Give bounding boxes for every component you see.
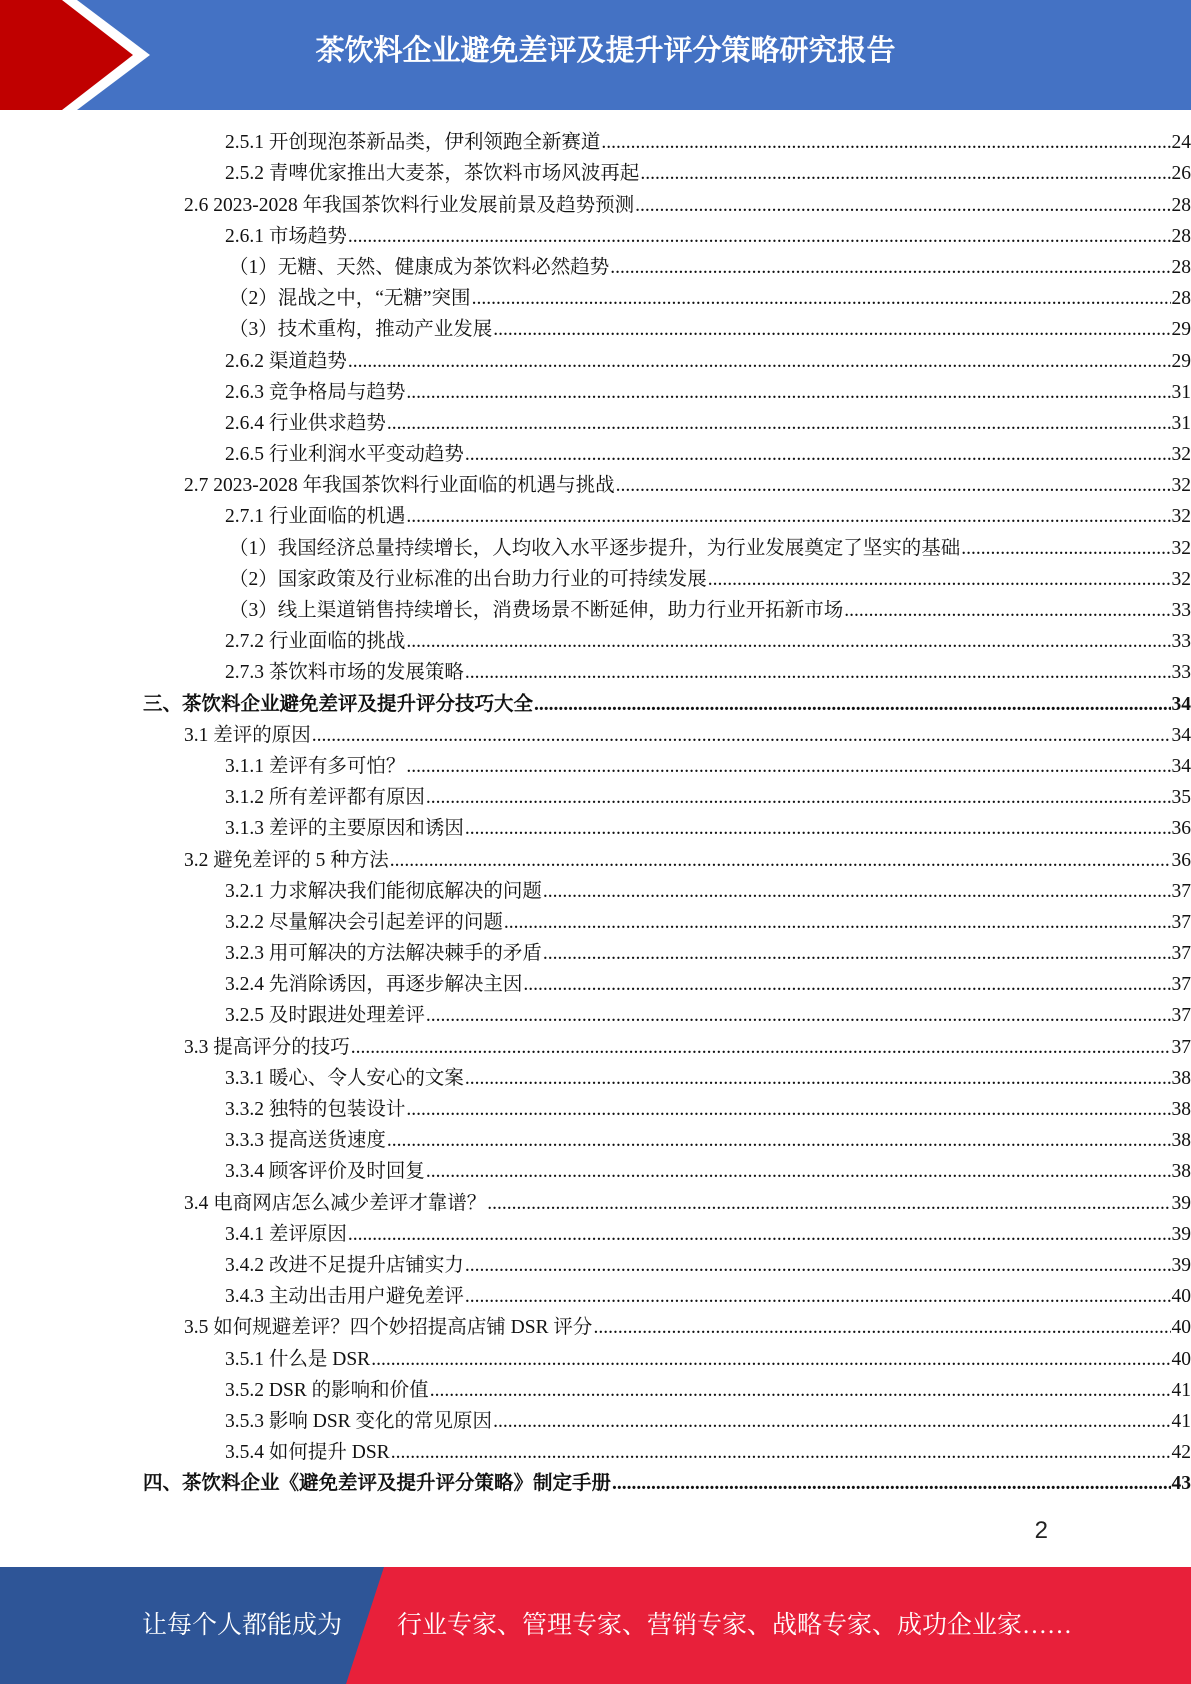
toc-dot-leader <box>406 631 1170 653</box>
toc-entry-title: 2.7.3 茶饮料市场的发展策略 <box>225 662 464 684</box>
toc-entry[interactable] <box>229 564 1191 595</box>
toc-entry-title: 3.4.2 改进不足提升店铺实力 <box>225 1254 464 1276</box>
toc-entry[interactable] <box>225 1000 1191 1031</box>
toc-entry-page: 36 <box>1171 849 1191 871</box>
toc-entry-title: 3.3.1 暖心、令人安心的文案 <box>225 1067 464 1089</box>
toc-entry[interactable] <box>225 501 1191 532</box>
toc-entry[interactable] <box>225 1219 1191 1250</box>
toc-entry-title: （3）线上渠道销售持续增长，消费场景不断延伸，助力行业开拓新市场 <box>229 600 844 621</box>
toc-entry-title: 四、茶饮料企业《避免差评及提升评分策略》制定手册 <box>143 1473 612 1495</box>
toc-entry[interactable] <box>225 1094 1191 1125</box>
toc-entry[interactable] <box>225 1343 1191 1374</box>
toc-entry[interactable] <box>229 252 1191 283</box>
toc-entry[interactable] <box>225 1437 1191 1468</box>
toc-entry[interactable] <box>225 158 1191 189</box>
toc-entry[interactable] <box>225 377 1191 408</box>
toc-entry[interactable] <box>225 907 1191 938</box>
toc-entry-title: 2.6.3 竞争格局与趋势 <box>225 381 406 403</box>
toc-entry[interactable] <box>229 532 1191 563</box>
toc-entry[interactable] <box>225 439 1191 470</box>
toc-entry-page: 31 <box>1171 412 1191 434</box>
toc-dot-leader <box>593 1317 1170 1339</box>
toc-entry[interactable] <box>143 688 1191 719</box>
toc-entry[interactable] <box>184 189 1191 220</box>
toc-entry[interactable] <box>184 844 1191 875</box>
toc-entry-title: 2.6 2023-2028 年我国茶饮料行业发展前景及趋势预测 <box>184 194 635 216</box>
toc-entry[interactable] <box>225 657 1191 688</box>
toc-entry[interactable] <box>225 751 1191 782</box>
toc-entry[interactable] <box>225 1281 1191 1312</box>
toc-entry-page: 24 <box>1171 132 1191 154</box>
toc-entry-title: 3.1 差评的原因 <box>184 724 311 746</box>
toc-entry-page: 42 <box>1171 1442 1191 1464</box>
toc-entry-page: 40 <box>1171 1348 1191 1370</box>
toc-dot-leader <box>543 943 1171 965</box>
toc-entry-title: 3.1.2 所有差评都有原因 <box>225 787 425 809</box>
toc-dot-leader <box>465 1255 1171 1277</box>
footer-band <box>0 1567 1191 1684</box>
toc-entry-page: 39 <box>1171 1254 1191 1276</box>
toc-entry[interactable] <box>225 127 1191 158</box>
toc-dot-leader <box>640 163 1170 185</box>
toc-entry[interactable] <box>184 1187 1191 1218</box>
toc-entry-page: 37 <box>1171 1005 1191 1027</box>
toc-entry-title: （2）国家政策及行业标准的出台助力行业的可持续发展 <box>229 568 707 590</box>
toc-dot-leader <box>534 694 1170 716</box>
toc-entry-page: 34 <box>1171 693 1191 715</box>
toc-entry[interactable] <box>225 221 1191 252</box>
toc-dot-leader <box>371 1349 1170 1371</box>
toc-entry-page: 28 <box>1171 225 1191 247</box>
toc-entry-page: 38 <box>1171 1067 1191 1089</box>
footer-slogan-left: 让每个人都能成为 <box>142 1612 343 1639</box>
toc-dot-leader <box>426 1161 1171 1183</box>
toc-entry-page: 31 <box>1171 381 1191 403</box>
toc-entry[interactable] <box>229 283 1191 314</box>
page-number: 2 <box>1034 1517 1048 1544</box>
toc-dot-leader <box>844 600 1170 622</box>
toc-entry[interactable] <box>225 1406 1191 1437</box>
toc-entry-page: 28 <box>1171 256 1191 278</box>
toc-entry-page: 28 <box>1171 288 1191 310</box>
toc-entry-title: 3.2.4 先消除诱因，再逐步解决主因 <box>225 974 523 996</box>
toc-dot-leader <box>523 974 1170 996</box>
toc-entry[interactable] <box>229 595 1191 626</box>
toc-entry-page: 37 <box>1171 1036 1191 1058</box>
header-band <box>0 0 1191 110</box>
toc-entry-title: 三、茶饮料企业避免差评及提升评分技巧大全 <box>143 693 534 715</box>
toc-entry-page: 43 <box>1171 1473 1191 1495</box>
toc-entry-page: 32 <box>1171 475 1191 497</box>
toc-entry-title: 3.1.1 差评有多可怕？ <box>225 755 406 777</box>
toc-entry-title: 3.2 避免差评的 5 种方法 <box>184 849 389 871</box>
toc-entry-title: 3.1.3 差评的主要原因和诱因 <box>225 818 464 840</box>
toc-dot-leader <box>391 1442 1171 1464</box>
toc-entry-page: 38 <box>1171 1130 1191 1152</box>
toc-entry-page: 37 <box>1171 974 1191 996</box>
footer-slogan-right: 行业专家、管理专家、营销专家、战略专家、成功企业家…… <box>397 1612 1073 1639</box>
toc-dot-leader <box>406 382 1170 404</box>
toc-dot-leader <box>961 538 1170 560</box>
toc-entry[interactable] <box>184 1031 1191 1062</box>
toc-dot-leader <box>504 912 1171 934</box>
toc-dot-leader <box>406 506 1170 528</box>
toc-entry-page: 41 <box>1171 1410 1191 1432</box>
toc-entry-title: 2.6.5 行业利润水平变动趋势 <box>225 444 464 466</box>
toc-dot-leader <box>610 257 1170 279</box>
toc-entry-page: 38 <box>1171 1099 1191 1120</box>
toc-entry[interactable] <box>225 1156 1191 1187</box>
toc-entry-page: 32 <box>1171 568 1191 590</box>
toc-entry[interactable] <box>225 1063 1191 1094</box>
toc-entry-title: 3.3.4 顾客评价及时回复 <box>225 1161 425 1183</box>
toc-dot-leader <box>708 569 1171 591</box>
toc-entry-title: 3.5.1 什么是 DSR <box>225 1348 371 1370</box>
toc-dot-leader <box>390 850 1171 872</box>
toc-entry-page: 32 <box>1171 444 1191 466</box>
toc-entry-title: 2.7.1 行业面临的机遇 <box>225 506 406 528</box>
toc-entry[interactable] <box>225 1375 1191 1406</box>
toc-entry-title: 3.4.3 主动出击用户避免差评 <box>225 1286 464 1308</box>
toc-entry[interactable] <box>229 314 1191 345</box>
toc-dot-leader <box>430 1380 1171 1402</box>
toc-entry-page: 40 <box>1171 1286 1191 1308</box>
toc-entry[interactable] <box>225 1250 1191 1281</box>
toc-entry-title: 2.6.2 渠道趋势 <box>225 350 347 372</box>
toc-entry[interactable] <box>143 1468 1191 1499</box>
toc-entry[interactable] <box>184 470 1191 501</box>
toc-dot-leader <box>612 1473 1170 1495</box>
toc-entry-page: 33 <box>1171 631 1191 653</box>
table-of-contents <box>0 127 1191 1499</box>
toc-entry-page: 36 <box>1171 818 1191 840</box>
toc-entry[interactable] <box>225 1125 1191 1156</box>
toc-entry-title: （1）无糖、天然、健康成为茶饮料必然趋势 <box>229 256 610 278</box>
toc-entry-page: 33 <box>1171 600 1191 621</box>
toc-dot-leader <box>465 662 1171 684</box>
toc-entry[interactable] <box>225 813 1191 844</box>
toc-entry-title: 3.5 如何规避差评？四个妙招提高店铺 DSR 评分 <box>184 1317 593 1339</box>
toc-entry-title: （1）我国经济总量持续增长，人均收入水平逐步提升，为行业发展奠定了坚实的基础 <box>229 537 961 559</box>
toc-entry[interactable] <box>225 938 1191 969</box>
toc-entry-title: 2.6.4 行业供求趋势 <box>225 412 386 434</box>
toc-entry[interactable] <box>225 969 1191 1000</box>
toc-entry[interactable] <box>225 782 1191 813</box>
toc-entry[interactable] <box>184 1312 1191 1343</box>
toc-dot-leader <box>487 1193 1170 1215</box>
toc-entry-title: 3.4.1 差评原因 <box>225 1223 347 1245</box>
toc-entry-title: 2.6.1 市场趋势 <box>225 225 347 247</box>
toc-entry-title: （2）混战之中，“无糖”突围 <box>229 288 471 310</box>
toc-entry-title: 2.5.2 青啤优家推出大麦茶，茶饮料市场风波再起 <box>225 163 640 185</box>
toc-dot-leader <box>426 787 1171 809</box>
toc-entry-page: 33 <box>1171 662 1191 684</box>
toc-dot-leader <box>465 818 1171 840</box>
toc-dot-leader <box>387 1130 1171 1152</box>
toc-entry-title: 3.2.3 用可解决的方法解决棘手的矛盾 <box>225 943 542 965</box>
toc-entry-title: 3.2.5 及时跟进处理差评 <box>225 1005 425 1027</box>
toc-entry-title: 3.3.2 独特的包装设计 <box>225 1099 406 1120</box>
toc-dot-leader <box>465 1068 1171 1090</box>
toc-entry-page: 32 <box>1171 506 1191 528</box>
toc-entry[interactable] <box>225 626 1191 657</box>
toc-entry-page: 26 <box>1171 163 1191 185</box>
toc-dot-leader <box>406 1099 1170 1121</box>
toc-dot-leader <box>493 1411 1170 1433</box>
toc-dot-leader <box>601 132 1170 154</box>
toc-entry-title: 3.2.2 尽量解决会引起差评的问题 <box>225 911 503 933</box>
toc-entry[interactable] <box>225 876 1191 907</box>
toc-entry-page: 40 <box>1171 1317 1191 1339</box>
toc-dot-leader <box>465 1286 1171 1308</box>
toc-entry-page: 38 <box>1171 1161 1191 1183</box>
toc-entry-title: 3.5.2 DSR 的影响和价值 <box>225 1379 429 1401</box>
toc-entry-page: 37 <box>1171 880 1191 902</box>
toc-entry-title: 3.2.1 力求解决我们能彻底解决的问题 <box>225 880 542 902</box>
toc-entry-title: 3.5.4 如何提升 DSR <box>225 1442 390 1464</box>
toc-dot-leader <box>635 195 1170 217</box>
toc-entry[interactable] <box>184 720 1191 751</box>
toc-entry-title: 2.7.2 行业面临的挑战 <box>225 631 406 653</box>
toc-entry-page: 29 <box>1171 350 1191 372</box>
toc-entry-title: 3.3 提高评分的技巧 <box>184 1036 350 1058</box>
toc-dot-leader <box>348 351 1171 373</box>
toc-entry-page: 37 <box>1171 911 1191 933</box>
document-title: 茶饮料企业避免差评及提升评分策略研究报告 <box>315 33 896 67</box>
toc-entry[interactable] <box>225 345 1191 376</box>
toc-dot-leader <box>406 756 1170 778</box>
toc-dot-leader <box>351 1037 1171 1059</box>
toc-dot-leader <box>543 881 1171 903</box>
toc-entry-page: 34 <box>1171 724 1191 746</box>
toc-dot-leader <box>465 444 1171 466</box>
toc-dot-leader <box>616 475 1171 497</box>
toc-entry-title: 3.5.3 影响 DSR 变化的常见原因 <box>225 1410 493 1432</box>
toc-entry-page: 37 <box>1171 943 1191 965</box>
toc-entry-title: 3.4 电商网店怎么减少差评才靠谱？ <box>184 1192 487 1214</box>
toc-entry-title: （3）技术重构，推动产业发展 <box>229 319 493 341</box>
toc-dot-leader <box>312 725 1171 747</box>
toc-entry[interactable] <box>225 408 1191 439</box>
toc-entry-page: 28 <box>1171 194 1191 216</box>
toc-entry-page: 29 <box>1171 319 1191 341</box>
toc-dot-leader <box>493 319 1170 341</box>
toc-dot-leader <box>472 288 1171 310</box>
toc-entry-title: 2.5.1 开创现泡茶新品类，伊利领跑全新赛道 <box>225 132 601 154</box>
toc-entry-title: 3.3.3 提高送货速度 <box>225 1130 386 1152</box>
toc-dot-leader <box>348 1224 1171 1246</box>
toc-entry-page: 35 <box>1171 787 1191 809</box>
toc-entry-page: 39 <box>1171 1223 1191 1245</box>
toc-entry-title: 2.7 2023-2028 年我国茶饮料行业面临的机遇与挑战 <box>184 475 615 497</box>
toc-entry-page: 41 <box>1171 1379 1191 1401</box>
toc-entry-page: 32 <box>1171 537 1191 559</box>
toc-entry-page: 34 <box>1171 755 1191 777</box>
toc-dot-leader <box>426 1005 1171 1027</box>
toc-dot-leader <box>387 413 1171 435</box>
toc-dot-leader <box>348 226 1171 248</box>
toc-entry-page: 39 <box>1171 1192 1191 1214</box>
